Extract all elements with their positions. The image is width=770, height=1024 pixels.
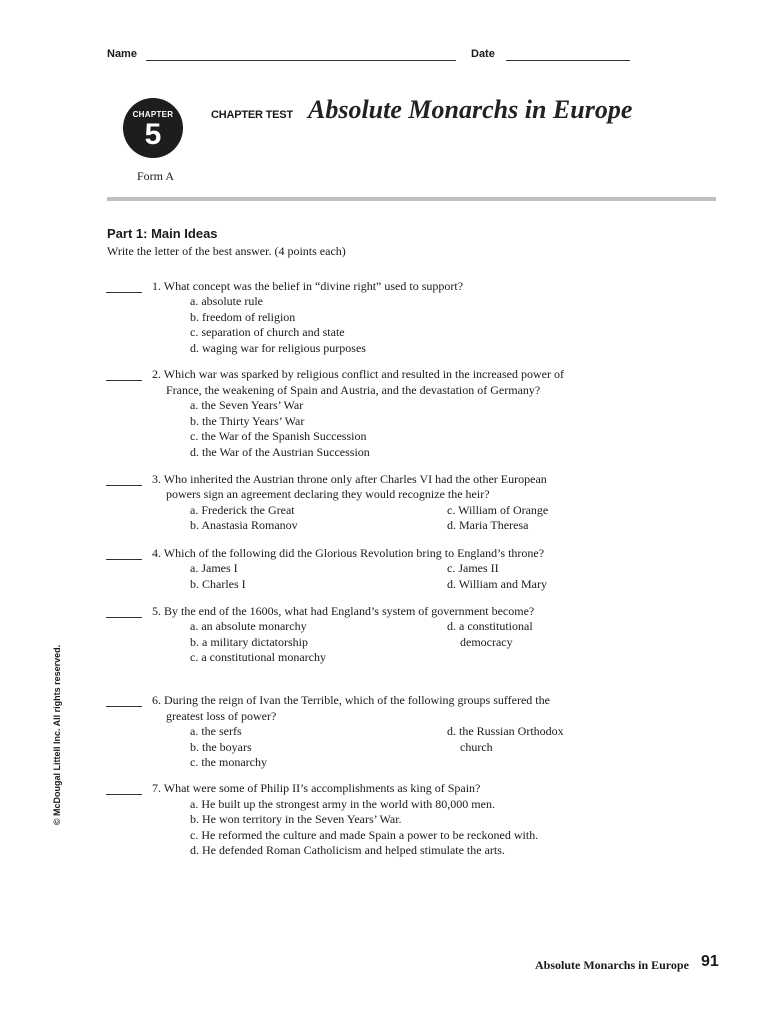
- answer-option: a. absolute rule: [190, 294, 263, 308]
- answer-blank[interactable]: [106, 617, 142, 618]
- answer-option: d. a constitutional: [447, 619, 533, 633]
- answer-option: d. He defended Roman Catholicism and helped stimulate the arts.: [190, 843, 505, 857]
- copyright-notice: © McDougal Littell Inc. All rights reserved.: [52, 644, 62, 826]
- footer-title: Absolute Monarchs in Europe: [535, 958, 689, 972]
- question-stem: 4. Which of the following did the Glorious Revolution bring to England’s throne?: [152, 546, 545, 560]
- question-stem: 2. Which war was sparked by religious conflict and resulted in the increased power of: [152, 367, 564, 381]
- answer-option: b. Charles I: [190, 577, 246, 591]
- question-stem: 1. What concept was the belief in “divine right” used to support?: [152, 279, 464, 293]
- date-label: Date: [471, 48, 495, 60]
- answer-blank[interactable]: [106, 292, 142, 293]
- question-stem: 6. During the reign of Ivan the Terrible, which of the following groups suffered the: [152, 693, 550, 707]
- answer-option: a. He built up the strongest army in the world with 80,000 men.: [190, 797, 495, 811]
- question-stem: 7. What were some of Philip II’s accomplishments as king of Spain?: [152, 781, 481, 795]
- answer-option: b. the boyars: [190, 740, 252, 754]
- answer-option: a. the Seven Years’ War: [190, 398, 304, 412]
- part-title: Part 1: Main Ideas: [107, 226, 218, 241]
- chapter-label: CHAPTER: [132, 110, 174, 119]
- answer-option: c. a constitutional monarchy: [190, 650, 326, 664]
- answer-option: a. Frederick the Great: [190, 503, 295, 517]
- date-field[interactable]: [506, 60, 630, 61]
- answer-option: c. the War of the Spanish Succession: [190, 429, 367, 443]
- answer-blank[interactable]: [106, 380, 142, 381]
- chapter-number: 5: [144, 118, 162, 151]
- answer-option: c. William of Orange: [447, 503, 549, 517]
- chapter-test-label: CHAPTER TEST: [211, 109, 293, 121]
- page-number: 91: [701, 953, 719, 970]
- name-field[interactable]: [146, 60, 456, 61]
- answer-option: c. James II: [447, 561, 499, 575]
- answer-option: d. the Russian Orthodox: [447, 724, 564, 738]
- instructions: Write the letter of the best answer. (4 points each): [107, 244, 346, 258]
- answer-option: b. freedom of religion: [190, 310, 296, 324]
- answer-blank[interactable]: [106, 794, 142, 795]
- answer-option: b. Anastasia Romanov: [190, 518, 298, 532]
- question-stem: powers sign an agreement declaring they would recognize the heir?: [166, 487, 490, 501]
- answer-blank[interactable]: [106, 706, 142, 707]
- question-stem: 3. Who inherited the Austrian throne only after Charles VI had the other European: [152, 472, 547, 486]
- form-label: Form A: [137, 169, 175, 183]
- answer-option: c. the monarchy: [190, 755, 267, 769]
- answer-option: b. a military dictatorship: [190, 635, 308, 649]
- answer-blank[interactable]: [106, 559, 142, 560]
- answer-blank[interactable]: [106, 485, 142, 486]
- answer-option: d. Maria Theresa: [447, 518, 529, 532]
- answer-option-continued: church: [460, 740, 493, 754]
- question-stem: greatest loss of power?: [166, 709, 277, 723]
- answer-option: d. William and Mary: [447, 577, 547, 591]
- answer-option: a. James I: [190, 561, 238, 575]
- answer-option: a. an absolute monarchy: [190, 619, 307, 633]
- page-title: Absolute Monarchs in Europe: [308, 95, 633, 124]
- answer-option-continued: democracy: [460, 635, 513, 649]
- name-label: Name: [107, 48, 137, 60]
- answer-option: c. He reformed the culture and made Spain a power to be reckoned with.: [190, 828, 539, 842]
- answer-option: d. the War of the Austrian Succession: [190, 445, 370, 459]
- answer-option: b. the Thirty Years’ War: [190, 414, 305, 428]
- question-stem: 5. By the end of the 1600s, what had England’s system of government become?: [152, 604, 535, 618]
- answer-option: d. waging war for religious purposes: [190, 341, 366, 355]
- section-divider: [107, 197, 716, 201]
- answer-option: b. He won territory in the Seven Years’ War.: [190, 812, 402, 826]
- answer-option: c. separation of church and state: [190, 325, 345, 339]
- question-stem: France, the weakening of Spain and Austria, and the devastation of Germany?: [166, 383, 541, 397]
- chapter-badge: [123, 98, 183, 158]
- answer-option: a. the serfs: [190, 724, 242, 738]
